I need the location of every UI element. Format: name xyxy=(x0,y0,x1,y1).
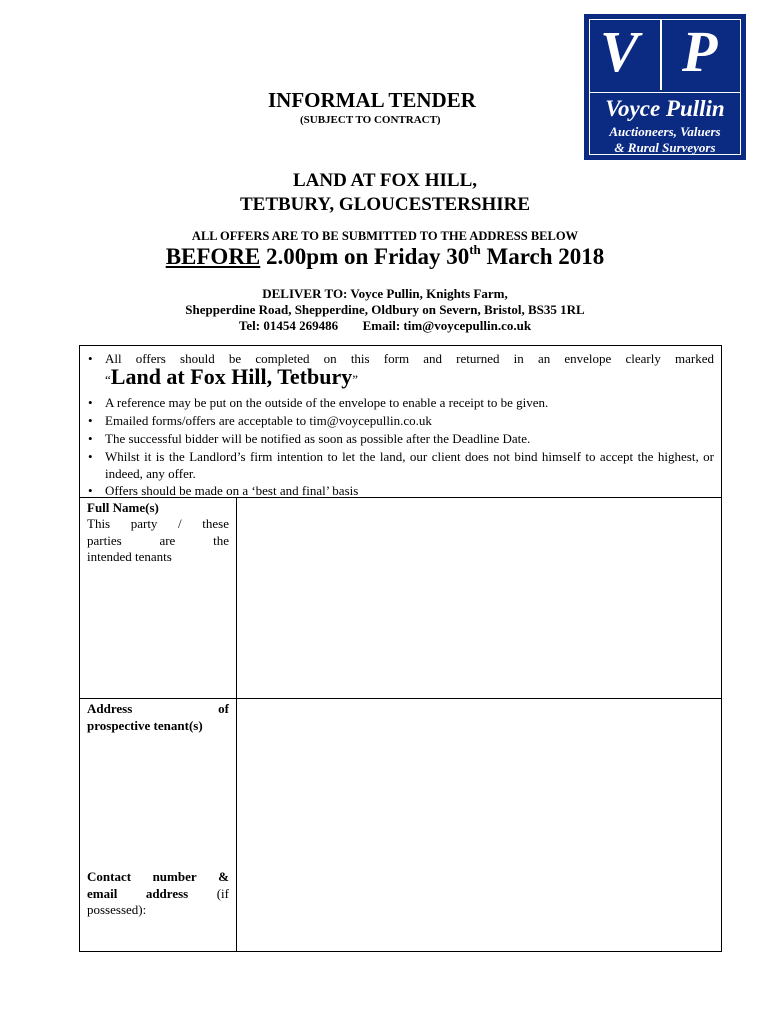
bullet-icon: • xyxy=(88,351,93,366)
label-word: of xyxy=(218,701,229,716)
label-word: address xyxy=(145,885,189,901)
document-subtitle: (SUBJECT TO CONTRACT) xyxy=(300,114,441,126)
instructions-list xyxy=(80,346,721,498)
instruction-5: Whilst it is the Landlord’s firm intention to let the land, our client does not bind himself to accept the highest, or indeed, any offer. xyxy=(105,449,714,481)
note-word: intended tenants xyxy=(87,549,172,564)
close-quote: ” xyxy=(352,372,359,387)
envelope-marking xyxy=(105,364,714,389)
deadline-time-day: 2.00pm on Friday 30 xyxy=(266,244,470,269)
logo-company-name: Voyce Pullin xyxy=(605,96,725,121)
logo-tagline-2: & Rural Surveyors xyxy=(614,140,716,155)
full-name-row xyxy=(80,498,721,699)
list-item xyxy=(88,448,714,482)
logo-letter-p: P xyxy=(682,19,718,84)
list-item xyxy=(88,412,714,429)
deadline-line xyxy=(0,244,770,270)
list-item xyxy=(88,394,714,411)
note-word: / xyxy=(178,516,182,531)
full-name-label: Full Name(s) xyxy=(87,500,159,515)
label-word: email xyxy=(87,885,118,901)
instruction-6: Offers should be made on a ‘best and final’ basis xyxy=(105,483,359,498)
instruction-4: The successful bidder will be notified as soon as possible after the Deadline Date. xyxy=(105,431,531,446)
document-title: INFORMAL TENDER xyxy=(268,88,476,112)
property-name-line1: LAND AT FOX HILL, xyxy=(292,170,478,191)
company-logo xyxy=(584,14,746,160)
submission-notice: ALL OFFERS ARE TO BE SUBMITTED TO THE ADDRESS BELOW xyxy=(191,229,579,243)
list-item xyxy=(88,364,714,389)
label-word: & xyxy=(218,869,229,884)
envelope-marking-text: Land at Fox Hill, Tetbury xyxy=(110,364,353,389)
instruction-3: Emailed forms/offers are acceptable to tim@voycepullin.co.uk xyxy=(105,413,432,428)
instruction-1: All offers should be completed on this form and returned in an envelope clearly marked xyxy=(105,351,714,366)
list-item xyxy=(88,482,714,499)
contact-label xyxy=(87,869,229,919)
address-contact-field[interactable] xyxy=(237,699,721,951)
instruction-2: A reference may be put on the outside of the envelope to enable a receipt to be given. xyxy=(105,395,549,410)
note-word: parties xyxy=(87,532,122,548)
open-quote: “ xyxy=(105,372,111,387)
full-name-field[interactable] xyxy=(237,498,721,698)
delivery-line2: Shepperdine Road, Shepperdine, Oldbury on Severn, Bristol, BS35 1RL xyxy=(185,302,585,317)
bullet-icon: • xyxy=(88,413,93,428)
label-word: possessed): xyxy=(87,902,147,917)
logo-separator xyxy=(660,20,662,90)
label-word: Address xyxy=(87,701,133,716)
bullet-icon: • xyxy=(88,431,93,446)
note-word: these xyxy=(202,516,229,531)
deadline-before-word: BEFORE xyxy=(165,244,261,269)
note-word: This xyxy=(87,516,111,531)
label-word: Contact xyxy=(87,869,132,884)
deadline-ordinal: th xyxy=(469,242,481,257)
address-row xyxy=(80,699,721,951)
delivery-line1: DELIVER TO: Voyce Pullin, Knights Farm, xyxy=(262,286,508,301)
bullet-icon: • xyxy=(88,395,93,410)
property-name-line2: TETBURY, GLOUCESTERSHIRE xyxy=(239,194,531,215)
label-word: (if xyxy=(216,885,229,901)
address-label xyxy=(87,701,229,734)
delivery-tel: Tel: 01454 269486 xyxy=(238,318,339,333)
full-name-note xyxy=(87,516,229,566)
tender-form-box xyxy=(79,345,722,952)
logo-letter-v: V xyxy=(600,19,639,84)
label-word: prospective tenant(s) xyxy=(87,717,203,733)
deadline-month-year: March 2018 xyxy=(486,244,605,269)
delivery-email: Email: tim@voycepullin.co.uk xyxy=(362,318,532,333)
list-item xyxy=(88,430,714,447)
logo-tagline-1: Auctioneers, Valuers xyxy=(609,124,721,139)
note-word: are xyxy=(159,532,176,548)
label-word: number xyxy=(152,869,197,884)
bullet-icon: • xyxy=(88,483,93,498)
note-word: party xyxy=(130,516,158,531)
bullet-icon: • xyxy=(88,449,93,464)
note-word: the xyxy=(213,532,229,548)
delivery-contact xyxy=(0,318,770,334)
